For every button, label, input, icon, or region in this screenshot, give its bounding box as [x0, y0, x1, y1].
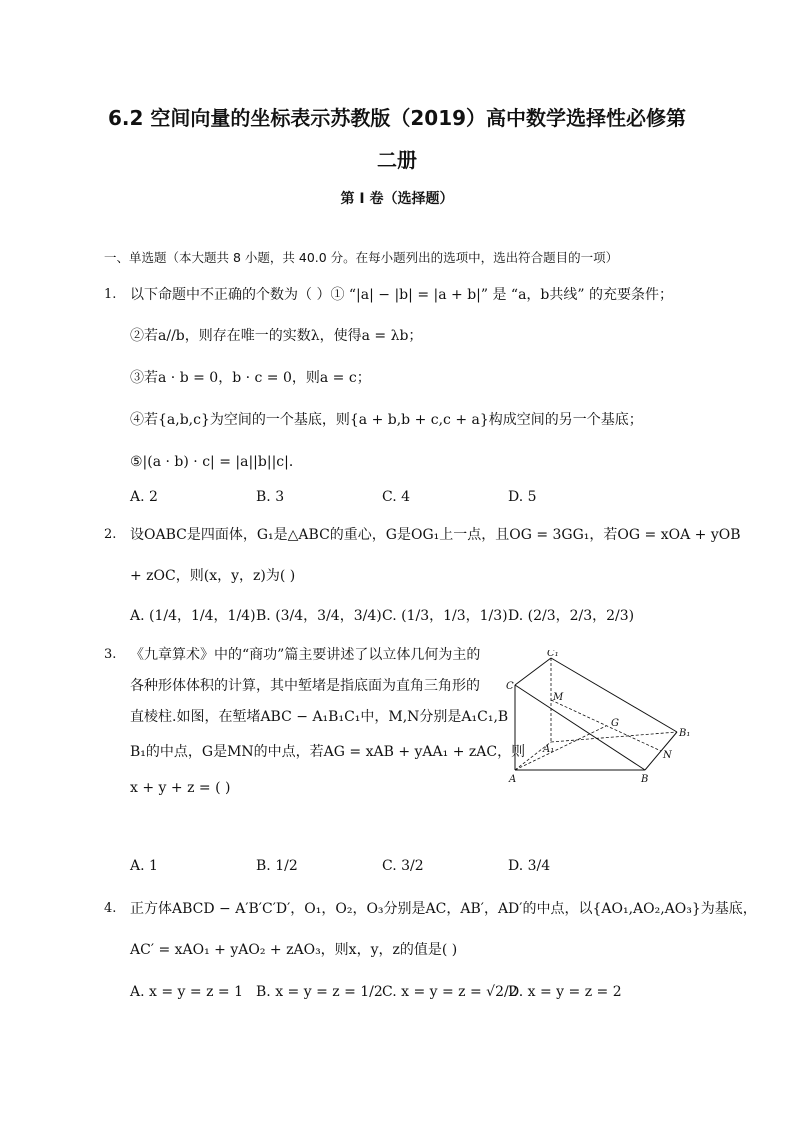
question-line: ⑤|(a · b) · c| = |a||b||c|． [130, 454, 303, 470]
prism-figure [505, 650, 695, 790]
option-a: A. 2 [130, 489, 158, 505]
option-b: B. x = y = z = 1/2 [256, 984, 383, 1000]
label-m: M [553, 692, 564, 703]
question-line: B₁的中点，G是MN的中点，若AG = xAB + yAA₁ + zAC，则 [130, 744, 526, 760]
question-line: AC′ = xAO₁ + yAO₂ + zAO₃，则x，y，z的值是( ) [130, 942, 458, 958]
section-heading: 一、单选题（本大题共 8 小题，共 40.0 分。在每小题列出的选项中，选出符合题目的一项） [104, 250, 619, 265]
question-number: 4. [104, 901, 117, 916]
segment-ag [515, 726, 606, 770]
option-c: C. 3/2 [382, 858, 424, 874]
option-c: C. (1/3，1/3，1/3) [382, 608, 508, 624]
question-line: 直棱柱.如图，在堑堵ABC − A₁B₁C₁中，M,N分别是A₁C₁,B [130, 709, 509, 725]
label-a: A [509, 774, 517, 785]
page-title-line2: 二册 [377, 148, 417, 172]
question-line: ④若{a,b,c}为空间的一个基底，则{a + b,b + c,c + a}构成空间的另一个基底； [130, 412, 643, 428]
page-title-line1: 6.2 空间向量的坐标表示苏教版（2019）高中数学选择性必修第 [107, 106, 687, 130]
segment-mn [551, 700, 661, 751]
option-a: A. 1 [130, 858, 158, 874]
label-b: B [641, 774, 649, 785]
option-b: B. 1/2 [256, 858, 298, 874]
question-number: 2. [104, 527, 117, 542]
edge-a1b1 [551, 732, 677, 742]
question-number: 1. [104, 287, 117, 302]
option-c: C. x = y = z = √2/2 [382, 984, 518, 1000]
volume-heading: 第 I 卷（选择题） [340, 191, 454, 207]
label-g: G [611, 718, 619, 729]
question-line: 设OABC是四面体，G₁是△ABC的重心，G是OG₁上一点，且OG = 3GG₁，若OG = xOA + yOB [130, 527, 741, 543]
question-line: 正方体ABCD − A′B′C′D′，O₁，O₂，O₃分别是AC，AB′，AD′的中点，以{AO₁,AO₂,AO₃}为基底， [130, 901, 757, 917]
label-a1: A₁ [543, 744, 555, 755]
option-d: D. 5 [508, 489, 537, 505]
label-c1: C₁ [547, 650, 559, 659]
option-d: D. (2/3，2/3，2/3) [508, 608, 635, 624]
question-number: 3. [104, 647, 117, 662]
question-line: 各种形体体积的计算，其中堑堵是指底面为直角三角形的 [130, 678, 480, 694]
edge-cc1 [515, 658, 551, 685]
option-b: B. 3 [256, 489, 285, 505]
question-line: 以下命题中不正确的个数为（ ）① “|a| − |b| = |a + b|” 是 “a，b共线” 的充要条件； [130, 287, 673, 303]
label-c: C [506, 681, 514, 692]
question-line: 《九章算术》中的“商功”篇主要讲述了以立体几何为主的 [130, 647, 481, 663]
option-d: D. 3/4 [508, 858, 551, 874]
question-line: x + y + z = ( ) [130, 780, 231, 796]
question-line: ②若a//b，则存在唯一的实数λ，使得a = λb； [130, 328, 423, 344]
option-d: D. x = y = z = 2 [508, 984, 622, 1000]
option-b: B. (3/4，3/4，3/4) [256, 608, 382, 624]
label-b1: B₁ [679, 728, 691, 739]
edge-cb [515, 685, 645, 770]
option-a: A. x = y = z = 1 [130, 984, 243, 1000]
option-c: C. 4 [382, 489, 411, 505]
label-n: N [663, 750, 672, 761]
option-a: A. (1/4，1/4，1/4) [130, 608, 256, 624]
question-line: ③若a · b = 0，b · c = 0，则a = c； [130, 370, 371, 386]
question-line: + zOC，则(x，y，z)为( ) [130, 568, 296, 584]
